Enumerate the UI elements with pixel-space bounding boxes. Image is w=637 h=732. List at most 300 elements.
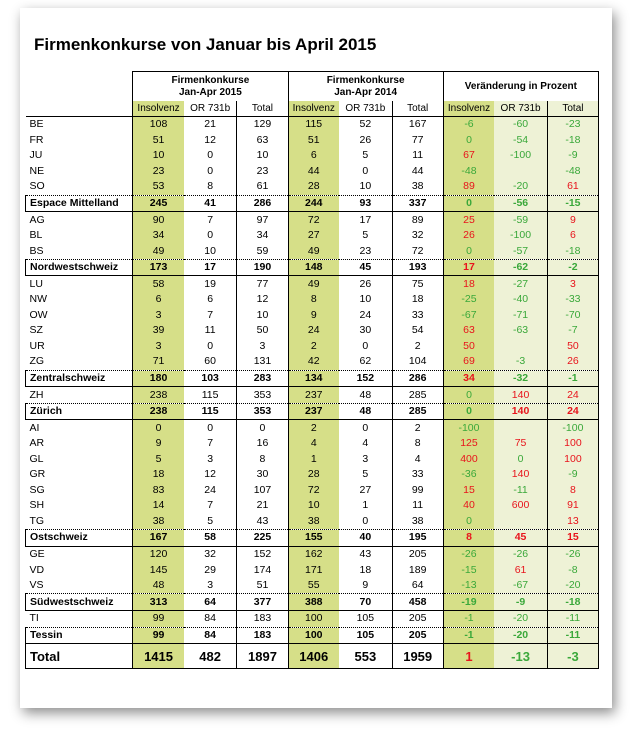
cell-or731b-2015: 41: [184, 195, 237, 212]
cell-total-pct: -18: [547, 243, 598, 259]
cell-or731b-2014: 10: [339, 179, 392, 195]
cell-or731b-pct: [494, 164, 547, 180]
region-subtotal-row: [26, 627, 599, 644]
cell-total-2014: 38: [392, 179, 443, 195]
cell-or731b-2014: 48: [339, 403, 392, 420]
cell-total-pct: -33: [547, 292, 598, 308]
cell-total-2015: 353: [237, 387, 288, 404]
cell-or731b-2015: 7: [184, 436, 237, 452]
cell-insolvenz-pct: -100: [443, 420, 494, 436]
cell-insolvenz-pct: -15: [443, 562, 494, 578]
cell-or731b-pct: 75: [494, 436, 547, 452]
cell-insolvenz-2015: 90: [133, 212, 184, 228]
row-label: NE: [26, 164, 133, 180]
cell-or731b-2014: 10: [339, 292, 392, 308]
row-label: SG: [26, 483, 133, 499]
region-subtotal-row: [26, 594, 599, 611]
cell-insolvenz-pct: -67: [443, 308, 494, 324]
cell-total-pct: -9: [547, 467, 598, 483]
cell-total-2014: 72: [392, 243, 443, 259]
cell-insolvenz-2015: 23: [133, 164, 184, 180]
cell-insolvenz-pct: 34: [443, 370, 494, 387]
cell-or731b-pct: -9: [494, 594, 547, 611]
cell-total-2014: 44: [392, 164, 443, 180]
cell-insolvenz-2014: 100: [288, 627, 339, 644]
cell-insolvenz-2015: 83: [133, 483, 184, 499]
cell-insolvenz-2015: 238: [133, 387, 184, 404]
cell-insolvenz-2014: 100: [288, 610, 339, 627]
cell-or731b-2015: 12: [184, 133, 237, 149]
cell-or731b-pct: -11: [494, 483, 547, 499]
cell-or731b-2014: 62: [339, 354, 392, 370]
row-label: UR: [26, 339, 133, 355]
cell-or731b-2014: 5: [339, 148, 392, 164]
cell-insolvenz-2015: 3: [133, 308, 184, 324]
cell-or731b-2015: 5: [184, 514, 237, 530]
canton-row: [26, 243, 599, 259]
cell-total-2015: 50: [237, 323, 288, 339]
cell-total-pct: 13: [547, 514, 598, 530]
header-group-2015: [133, 72, 288, 102]
cell-total-2015: 190: [237, 259, 288, 276]
cell-total-2015: 377: [237, 594, 288, 611]
cell-insolvenz-pct: 17: [443, 259, 494, 276]
cell-total-2015: 21: [237, 498, 288, 514]
cell-or731b-2015: 7: [184, 212, 237, 228]
cell-insolvenz-2014: 2: [288, 339, 339, 355]
cell-or731b-pct: 140: [494, 403, 547, 420]
cell-or731b-2015: 21: [184, 117, 237, 133]
cell-total-pct: -100: [547, 420, 598, 436]
cell-total-pct: -15: [547, 195, 598, 212]
cell-or731b-2014: 26: [339, 133, 392, 149]
cell-insolvenz-2015: 6: [133, 292, 184, 308]
canton-row: [26, 308, 599, 324]
cell-or731b-pct: -71: [494, 308, 547, 324]
cell-insolvenz-2014: 38: [288, 514, 339, 530]
cell-insolvenz-pct: 26: [443, 228, 494, 244]
cell-insolvenz-2014: 4: [288, 436, 339, 452]
cell-insolvenz-2015: 238: [133, 403, 184, 420]
cell-total-2014: 205: [392, 627, 443, 644]
cell-insolvenz-2014: 237: [288, 403, 339, 420]
cell-total-2015: 97: [237, 212, 288, 228]
cell-or731b-2015: 0: [184, 420, 237, 436]
cell-insolvenz-pct: -6: [443, 117, 494, 133]
cell-insolvenz-pct: 400: [443, 451, 494, 467]
cell-total-pct: -48: [547, 164, 598, 180]
cell-total-pct: -20: [547, 578, 598, 594]
cell-insolvenz-pct: 15: [443, 483, 494, 499]
cell-insolvenz-2015: 145: [133, 562, 184, 578]
canton-row: [26, 483, 599, 499]
cell-insolvenz-pct: 67: [443, 148, 494, 164]
row-label: AG: [26, 212, 133, 228]
cell-total-2014: 193: [392, 259, 443, 276]
cell-or731b-2014: 23: [339, 243, 392, 259]
cell-or731b-pct: [494, 339, 547, 355]
cell-insolvenz-2014: 244: [288, 195, 339, 212]
cell-insolvenz-2014: 115: [288, 117, 339, 133]
cell-total-pct: -18: [547, 594, 598, 611]
row-label: ZH: [26, 387, 133, 404]
cell-insolvenz-pct: -1: [443, 627, 494, 644]
canton-row: [26, 276, 599, 292]
cell-total-2015: 353: [237, 403, 288, 420]
row-label: Tessin: [26, 627, 133, 644]
cell-or731b-pct: [494, 420, 547, 436]
cell-total-pct: 6: [547, 228, 598, 244]
cell-insolvenz-2015: 14: [133, 498, 184, 514]
cell-insolvenz-pct: -1: [443, 610, 494, 627]
row-label: TG: [26, 514, 133, 530]
cell-or731b-2015: 103: [184, 370, 237, 387]
cell-or731b-2014: 5: [339, 228, 392, 244]
cell-insolvenz-2015: 3: [133, 339, 184, 355]
cell-or731b-2015: 12: [184, 467, 237, 483]
cell-insolvenz-2015: 58: [133, 276, 184, 292]
canton-row: [26, 179, 599, 195]
canton-row: [26, 514, 599, 530]
cell-or731b-pct: -26: [494, 546, 547, 562]
cell-total-pct: -7: [547, 323, 598, 339]
header-sub-row: [26, 101, 599, 117]
cell-or731b-pct: 45: [494, 530, 547, 547]
cell-total-pct: 100: [547, 451, 598, 467]
cell-total-2014: 1959: [392, 644, 443, 669]
cell-total-pct: 100: [547, 436, 598, 452]
cell-or731b-2014: 18: [339, 562, 392, 578]
cell-or731b-pct: -60: [494, 117, 547, 133]
row-label: NW: [26, 292, 133, 308]
cell-total-2015: 183: [237, 610, 288, 627]
cell-total-2015: 8: [237, 451, 288, 467]
cell-or731b-pct: -20: [494, 610, 547, 627]
cell-or731b-2015: 0: [184, 339, 237, 355]
row-label: SO: [26, 179, 133, 195]
cell-total-2015: 10: [237, 148, 288, 164]
cell-or731b-pct: 140: [494, 467, 547, 483]
cell-or731b-pct: -59: [494, 212, 547, 228]
cell-insolvenz-2014: 171: [288, 562, 339, 578]
cell-or731b-pct: -63: [494, 323, 547, 339]
row-label: GR: [26, 467, 133, 483]
cell-or731b-2014: 27: [339, 483, 392, 499]
header-blank-2: [26, 101, 133, 117]
row-label: TI: [26, 610, 133, 627]
cell-total-2014: 32: [392, 228, 443, 244]
header-or731b-pct: OR 731b: [494, 101, 547, 117]
canton-row: [26, 436, 599, 452]
cell-insolvenz-pct: -26: [443, 546, 494, 562]
cell-total-pct: 26: [547, 354, 598, 370]
cell-total-pct: -70: [547, 308, 598, 324]
region-subtotal-row: [26, 370, 599, 387]
canton-row: [26, 420, 599, 436]
cell-insolvenz-2015: 38: [133, 514, 184, 530]
cell-insolvenz-2014: 55: [288, 578, 339, 594]
cell-insolvenz-pct: 0: [443, 243, 494, 259]
cell-insolvenz-2014: 6: [288, 148, 339, 164]
cell-or731b-2014: 43: [339, 546, 392, 562]
cell-insolvenz-2014: 28: [288, 179, 339, 195]
cell-total-2015: 174: [237, 562, 288, 578]
cell-insolvenz-2015: 18: [133, 467, 184, 483]
cell-insolvenz-2014: 162: [288, 546, 339, 562]
cell-total-2014: 33: [392, 308, 443, 324]
cell-total-2014: 205: [392, 546, 443, 562]
cell-total-2015: 12: [237, 292, 288, 308]
cell-insolvenz-2014: 2: [288, 420, 339, 436]
cell-total-pct: -11: [547, 627, 598, 644]
cell-or731b-2015: 482: [184, 644, 237, 669]
cell-insolvenz-2015: 108: [133, 117, 184, 133]
cell-insolvenz-2015: 313: [133, 594, 184, 611]
cell-total-2015: 107: [237, 483, 288, 499]
header-group-2014-line1: Firmenkonkurse: [326, 75, 405, 86]
row-label: LU: [26, 276, 133, 292]
cell-total-2014: 4: [392, 451, 443, 467]
row-label: BE: [26, 117, 133, 133]
cell-or731b-2014: 105: [339, 610, 392, 627]
cell-insolvenz-pct: 63: [443, 323, 494, 339]
cell-total-2014: 195: [392, 530, 443, 547]
cell-total-pct: 50: [547, 339, 598, 355]
cell-or731b-2014: 70: [339, 594, 392, 611]
cell-or731b-2015: 0: [184, 228, 237, 244]
header-group-2015-line1: Firmenkonkurse: [171, 75, 250, 86]
cell-or731b-2014: 24: [339, 308, 392, 324]
cell-or731b-2014: 105: [339, 627, 392, 644]
cell-total-pct: 15: [547, 530, 598, 547]
cell-insolvenz-2014: 72: [288, 483, 339, 499]
cell-or731b-2014: 52: [339, 117, 392, 133]
canton-row: [26, 323, 599, 339]
grand-total-row: [26, 644, 599, 669]
cell-total-2014: 33: [392, 467, 443, 483]
cell-or731b-2015: 58: [184, 530, 237, 547]
cell-total-pct: -26: [547, 546, 598, 562]
cell-insolvenz-2015: 180: [133, 370, 184, 387]
cell-total-2015: 61: [237, 179, 288, 195]
canton-row: [26, 451, 599, 467]
header-group-2014-line2: Jan-Apr 2014: [334, 87, 398, 98]
bankruptcy-table: [25, 71, 599, 669]
cell-insolvenz-2014: 72: [288, 212, 339, 228]
cell-insolvenz-2015: 1415: [133, 644, 184, 669]
region-subtotal-row: [26, 403, 599, 420]
cell-total-pct: -2: [547, 259, 598, 276]
row-label: Ostschweiz: [26, 530, 133, 547]
canton-row: [26, 546, 599, 562]
header-or731b-2015: OR 731b: [184, 101, 237, 117]
cell-or731b-pct: 140: [494, 387, 547, 404]
cell-total-2014: 337: [392, 195, 443, 212]
cell-or731b-2014: 5: [339, 467, 392, 483]
header-insolvenz-pct: Insolvenz: [443, 101, 494, 117]
cell-or731b-pct: -13: [494, 644, 547, 669]
cell-insolvenz-pct: 0: [443, 387, 494, 404]
cell-total-pct: 8: [547, 483, 598, 499]
cell-or731b-2014: 1: [339, 498, 392, 514]
cell-or731b-2014: 9: [339, 578, 392, 594]
cell-total-2015: 30: [237, 467, 288, 483]
cell-insolvenz-pct: 50: [443, 339, 494, 355]
cell-or731b-2014: 45: [339, 259, 392, 276]
cell-total-2014: 8: [392, 436, 443, 452]
cell-total-2014: 54: [392, 323, 443, 339]
cell-or731b-2014: 0: [339, 164, 392, 180]
cell-insolvenz-pct: 69: [443, 354, 494, 370]
cell-total-pct: 61: [547, 179, 598, 195]
canton-row: [26, 562, 599, 578]
cell-total-2014: 286: [392, 370, 443, 387]
cell-total-2015: 23: [237, 164, 288, 180]
cell-insolvenz-2015: 53: [133, 179, 184, 195]
cell-total-2015: 59: [237, 243, 288, 259]
cell-total-2014: 99: [392, 483, 443, 499]
cell-insolvenz-pct: -19: [443, 594, 494, 611]
canton-row: [26, 212, 599, 228]
cell-or731b-pct: 0: [494, 451, 547, 467]
cell-total-2015: 131: [237, 354, 288, 370]
cell-or731b-2015: 6: [184, 292, 237, 308]
canton-row: [26, 292, 599, 308]
row-label: AR: [26, 436, 133, 452]
row-label: Nordwestschweiz: [26, 259, 133, 276]
row-label: FR: [26, 133, 133, 149]
cell-total-2014: 104: [392, 354, 443, 370]
cell-insolvenz-pct: 89: [443, 179, 494, 195]
cell-total-2015: 63: [237, 133, 288, 149]
cell-insolvenz-2014: 51: [288, 133, 339, 149]
cell-total-pct: 91: [547, 498, 598, 514]
cell-or731b-2015: 11: [184, 323, 237, 339]
cell-total-2015: 152: [237, 546, 288, 562]
row-label: GL: [26, 451, 133, 467]
cell-total-2014: 11: [392, 148, 443, 164]
cell-insolvenz-2015: 9: [133, 436, 184, 452]
cell-insolvenz-2014: 237: [288, 387, 339, 404]
cell-or731b-pct: -20: [494, 627, 547, 644]
cell-total-2014: 38: [392, 514, 443, 530]
cell-insolvenz-pct: -13: [443, 578, 494, 594]
region-subtotal-row: [26, 530, 599, 547]
cell-insolvenz-pct: 125: [443, 436, 494, 452]
row-label: Espace Mittelland: [26, 195, 133, 212]
cell-total-2014: 285: [392, 403, 443, 420]
cell-total-2014: 458: [392, 594, 443, 611]
row-label: OW: [26, 308, 133, 324]
cell-insolvenz-2014: 388: [288, 594, 339, 611]
header-total-pct: Total: [547, 101, 598, 117]
row-label: BS: [26, 243, 133, 259]
cell-insolvenz-2014: 155: [288, 530, 339, 547]
row-label: Zentralschweiz: [26, 370, 133, 387]
cell-insolvenz-2014: 24: [288, 323, 339, 339]
cell-insolvenz-pct: 0: [443, 403, 494, 420]
cell-or731b-2015: 0: [184, 164, 237, 180]
cell-total-2014: 189: [392, 562, 443, 578]
cell-insolvenz-2015: 167: [133, 530, 184, 547]
cell-insolvenz-2015: 34: [133, 228, 184, 244]
cell-insolvenz-2014: 44: [288, 164, 339, 180]
cell-total-pct: 3: [547, 276, 598, 292]
cell-total-2015: 16: [237, 436, 288, 452]
row-label: SH: [26, 498, 133, 514]
cell-insolvenz-pct: -25: [443, 292, 494, 308]
row-label: JU: [26, 148, 133, 164]
row-label: GE: [26, 546, 133, 562]
cell-or731b-2014: 26: [339, 276, 392, 292]
cell-insolvenz-2014: 1: [288, 451, 339, 467]
cell-insolvenz-2015: 51: [133, 133, 184, 149]
cell-or731b-pct: -100: [494, 148, 547, 164]
cell-total-2015: 183: [237, 627, 288, 644]
cell-total-2015: 10: [237, 308, 288, 324]
canton-row: [26, 610, 599, 627]
row-label: SZ: [26, 323, 133, 339]
header-group-change: Veränderung in Prozent: [443, 72, 598, 102]
header-blank: [26, 72, 133, 102]
header-group-2015-line2: Jan-Apr 2015: [178, 87, 242, 98]
cell-or731b-pct: -57: [494, 243, 547, 259]
cell-insolvenz-pct: 18: [443, 276, 494, 292]
row-label: BL: [26, 228, 133, 244]
cell-or731b-2014: 3: [339, 451, 392, 467]
cell-or731b-2015: 115: [184, 387, 237, 404]
row-label: Total: [26, 644, 133, 669]
cell-insolvenz-pct: -36: [443, 467, 494, 483]
cell-total-pct: -8: [547, 562, 598, 578]
cell-or731b-2014: 0: [339, 420, 392, 436]
canton-row: [26, 148, 599, 164]
cell-or731b-2015: 64: [184, 594, 237, 611]
cell-total-2014: 64: [392, 578, 443, 594]
cell-total-pct: -3: [547, 644, 598, 669]
cell-total-pct: -9: [547, 148, 598, 164]
canton-row: [26, 467, 599, 483]
cell-total-pct: -18: [547, 133, 598, 149]
cell-total-pct: -11: [547, 610, 598, 627]
cell-or731b-2015: 7: [184, 498, 237, 514]
cell-insolvenz-2014: 49: [288, 276, 339, 292]
cell-or731b-2015: 60: [184, 354, 237, 370]
cell-or731b-2014: 152: [339, 370, 392, 387]
cell-insolvenz-2015: 71: [133, 354, 184, 370]
cell-or731b-pct: -62: [494, 259, 547, 276]
row-label: AI: [26, 420, 133, 436]
cell-total-2015: 43: [237, 514, 288, 530]
cell-total-pct: -23: [547, 117, 598, 133]
canton-row: [26, 498, 599, 514]
cell-total-pct: 24: [547, 403, 598, 420]
cell-total-2015: 34: [237, 228, 288, 244]
canton-row: [26, 133, 599, 149]
cell-insolvenz-2014: 49: [288, 243, 339, 259]
cell-or731b-2015: 8: [184, 179, 237, 195]
cell-insolvenz-2015: 245: [133, 195, 184, 212]
cell-or731b-pct: -27: [494, 276, 547, 292]
cell-total-2014: 77: [392, 133, 443, 149]
cell-or731b-2014: 553: [339, 644, 392, 669]
page-title: Firmenkonkurse von Januar bis April 2015: [34, 35, 377, 54]
cell-or731b-2015: 84: [184, 627, 237, 644]
cell-total-2014: 89: [392, 212, 443, 228]
cell-total-2014: 18: [392, 292, 443, 308]
cell-insolvenz-2014: 9: [288, 308, 339, 324]
header-total-2014: Total: [392, 101, 443, 117]
